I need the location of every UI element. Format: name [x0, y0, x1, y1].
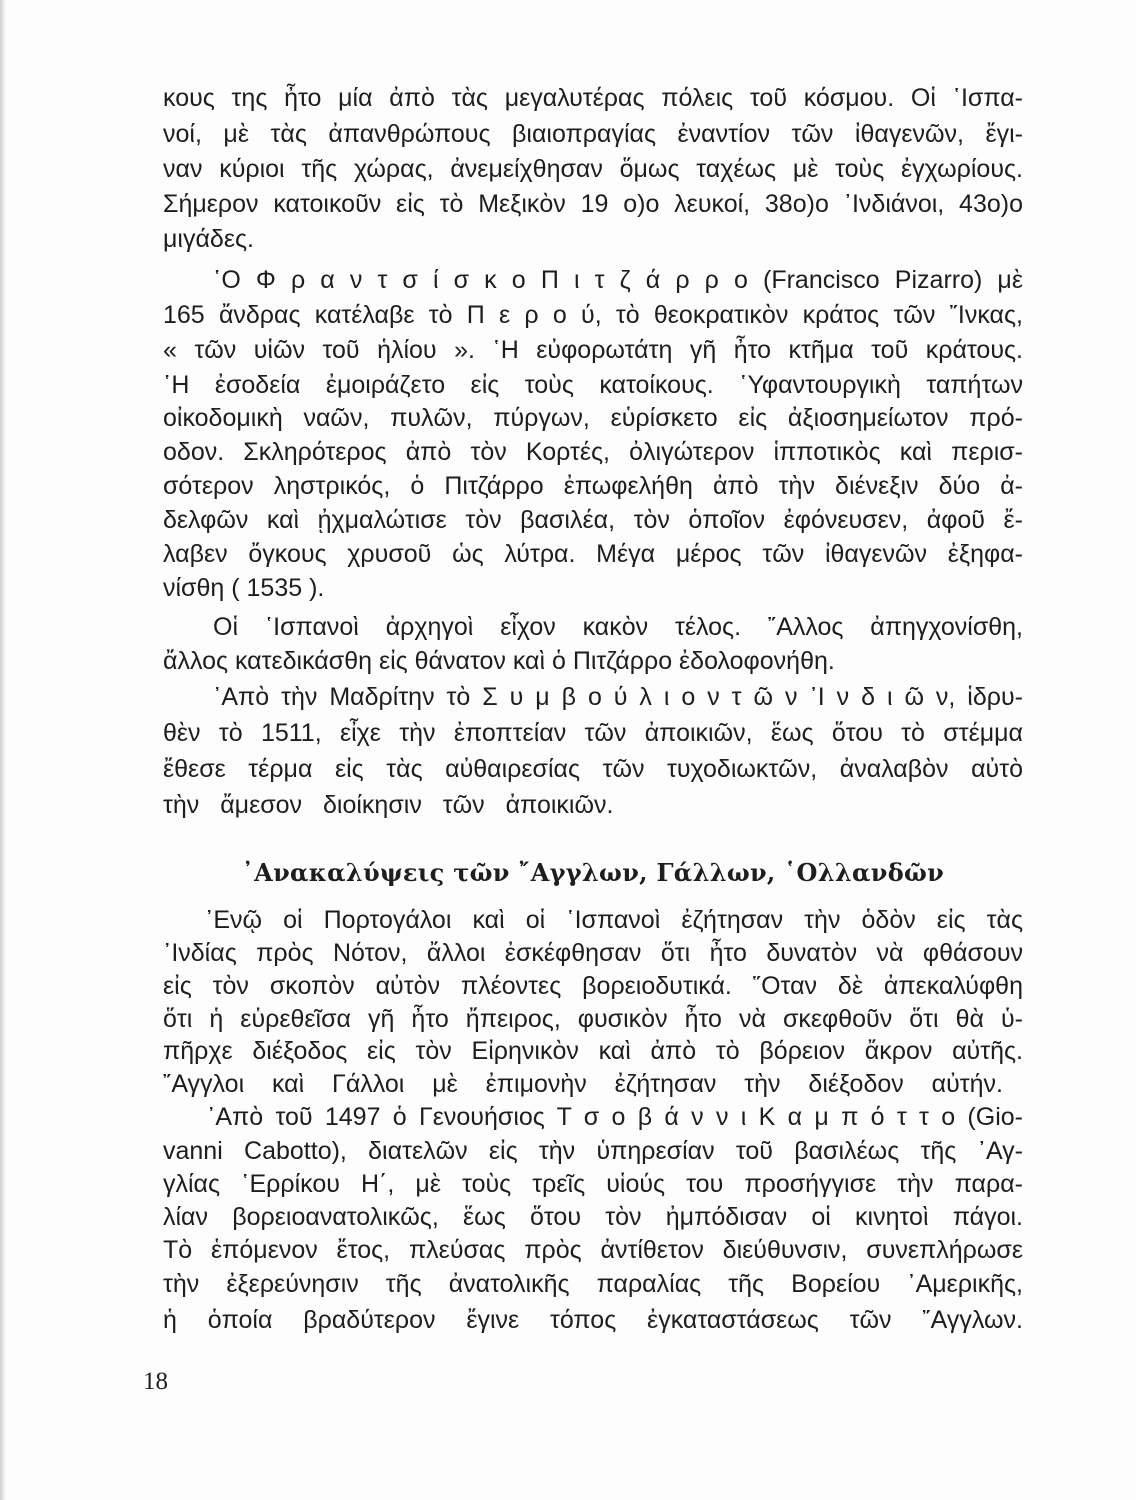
text-line: κους της ἦτο μία ἀπὸ τὰς μεγαλυτέρας πόλεις τοῦ κόσμου. Οἱ ῾Ισπα-: [163, 84, 1023, 112]
page-number: 18: [143, 1368, 168, 1395]
text-line: θὲν τὸ 1511, εἶχε τὴν ἐποπτείαν τῶν ἀποικιῶν, ἕως ὅτου τὸ στέμμα: [163, 719, 1023, 747]
text-line: ᾿Απὸ τὴν Μαδρίτην τὸ Σ υ μ β ο ύ λ ι ο ν τ ῶ ν ᾿Ι ν δ ι ῶ ν, ἱδρυ-: [213, 683, 1023, 711]
text-line: λίαν βορειοανατολικῶς, ἕως ὅτου τὸν ἠμπόδισαν οἱ κινητοὶ πάγοι.: [163, 1203, 1023, 1231]
text-line: 165 ἄνδρας κατέλαβε τὸ Π ε ρ ο ύ, τὸ θεοκρατικὸν κράτος τῶν ῎Ινκας,: [163, 301, 1023, 329]
text-line: νίσθη ( 1535 ).: [163, 574, 325, 602]
text-line: ᾿Ενῷ οἱ Πορτογάλοι καὶ οἱ ῾Ισπανοὶ ἐζήτησαν τὴν ὁδὸν εἰς τὰς: [205, 906, 1023, 934]
text-line: τὴν ἄμεσον διοίκησιν τῶν ἀποικιῶν.: [163, 791, 614, 819]
text-line: σότερον ληστρικός, ὁ Πιτζάρρο ἐπωφελήθη ἀπὸ τὴν διένεξιν δύο ἀ-: [163, 472, 1023, 500]
text-line: οδον. Σκληρότερος ἀπὸ τὸν Κορτές, ὀλιγώτερον ἱπποτικὸς καὶ περισ-: [163, 438, 1023, 466]
text-line: νοί, μὲ τὰς ἀπανθρώπους βιαιοπραγίας ἐναντίον τῶν ἰθαγενῶν, ἔγι-: [163, 120, 1023, 148]
text-line: ᾿Ινδίας πρὸς Νότον, ἄλλοι ἐσκέφθησαν ὅτι ἦτο δυνατὸν νὰ φθάσουν: [163, 939, 1023, 967]
text-line: Σήμερον κατοικοῦν εἰς τὸ Μεξικὸν 19 ο)ο λευκοί, 38ο)ο ᾿Ινδιάνοι, 43ο)ο: [163, 190, 1023, 218]
text-line: ῾Ο Φ ρ α ν τ σ ί σ κ ο Π ι τ ζ ά ρ ρ ο (Francisco Pizarro) μὲ: [213, 266, 1023, 294]
text-line: vanni Cabotto), διατελῶν εἰς τὴν ὑπηρεσίαν τοῦ βασιλέως τῆς ᾿Αγ-: [163, 1137, 1023, 1165]
section-heading: ᾿Ανακαλύψεις τῶν ῎Αγγλων, Γάλλων, ῾Ολλανδῶν: [241, 858, 945, 887]
text-line: εἰς τὸν σκοπὸν αὐτὸν πλέοντες βορειοδυτικά. ῞Οταν δὲ ἀπεκαλύφθη: [163, 972, 1023, 1000]
text-line: δελφῶν καὶ ᾐχμαλώτισε τὸν βασιλέα, τὸν ὁποῖον ἐφόνευσεν, ἀφοῦ ἔ-: [163, 506, 1023, 534]
text-line: ἡ ὁποία βραδύτερον ἔγινε τόπος ἐγκαταστάσεως τῶν ῎Αγγλων.: [163, 1306, 1023, 1334]
text-line: ῎Αγγλοι καὶ Γάλλοι μὲ ἐπιμονὴν ἐζήτησαν τὴν διέξοδον αὐτήν.: [163, 1070, 1003, 1098]
text-line: τὴν ἐξερεύνησιν τῆς ἀνατολικῆς παραλίας τῆς Βορείου ᾿Αμερικῆς,: [163, 1270, 1023, 1298]
text-line: ἄλλος κατεδικάσθη εἰς θάνατον καὶ ὁ Πιτζάρρο ἐδολοφονήθη.: [163, 647, 835, 675]
text-line: ῾Η ἐσοδεία ἐμοιράζετο εἰς τοὺς κατοίκους. ῾Υφαντουργικὴ ταπήτων: [163, 371, 1023, 399]
text-line: Τὸ ἑπόμενον ἔτος, πλεύσας πρὸς ἀντίθετον διεύθυνσιν, συνεπλήρωσε: [163, 1236, 1023, 1264]
text-line: γλίας ῾Ερρίκου Η΄, μὲ τοὺς τρεῖς υἱούς του προσήγγισε τὴν παρα-: [163, 1170, 1023, 1198]
text-line: ἔθεσε τέρμα εἰς τὰς αὐθαιρεσίας τῶν τυχοδιωκτῶν, ἀναλαβὸν αὐτὸ: [163, 755, 1023, 783]
text-line: ὅτι ἡ εὑρεθεῖσα γῆ ἦτο ἤπειρος, φυσικὸν ἦτο νὰ σκεφθοῦν ὅτι θὰ ὑ-: [163, 1005, 1023, 1033]
text-line: λαβεν ὄγκους χρυσοῦ ὡς λύτρα. Μέγα μέρος τῶν ἰθαγενῶν ἐξηφα-: [163, 540, 1023, 568]
text-line: ναν κύριοι τῆς χώρας, ἀνεμείχθησαν ὅμως ταχέως μὲ τοὺς ἐγχωρίους.: [163, 155, 1023, 183]
text-line: « τῶν υἱῶν τοῦ ἡλίου ». ῾Η εὐφορωτάτη γῆ ἦτο κτῆμα τοῦ κράτους.: [163, 336, 1023, 364]
page-edge-shadow: [0, 0, 6, 1500]
text-line: μιγάδες.: [163, 225, 254, 253]
text-line: πῆρχε διέξοδος εἰς τὸν Εἰρηνικὸν καὶ ἀπὸ τὸ βόρειον ἄκρον αὐτῆς.: [163, 1037, 1023, 1065]
text-line: Οἱ ῾Ισπανοὶ ἀρχηγοὶ εἶχον κακὸν τέλος. ῎Αλλος ἀπηγχονίσθη,: [213, 613, 1023, 641]
text-line: ᾿Απὸ τοῦ 1497 ὁ Γενουήσιος Τ σ ο β ά ν ν ι Κ α μ π ό τ τ ο (Gio-: [207, 1103, 1023, 1131]
text-line: οἰκοδομικὴ ναῶν, πυλῶν, πύργων, εὑρίσκετο εἰς ἀξιοσημείωτον πρό-: [163, 404, 1023, 432]
